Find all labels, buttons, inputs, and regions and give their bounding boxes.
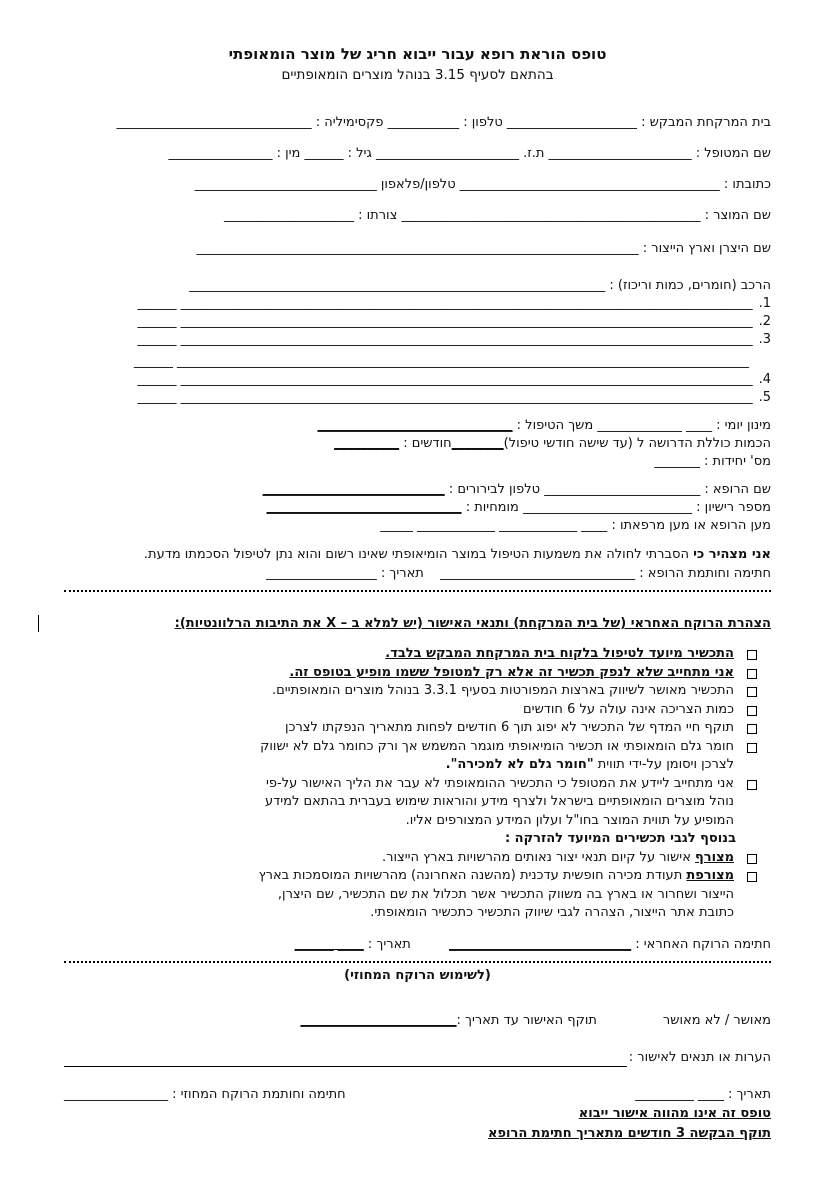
injection-subheading: בנוסף לגבי תכשירים המיועד להזרקה : (504, 831, 736, 846)
patient-name-label: שם המטופל : (695, 146, 771, 161)
patient-id-label: ת.ז. (523, 146, 545, 161)
treatment-duration-label: משך הטיפול : (516, 418, 594, 433)
product-form-label: צורתו : (358, 208, 398, 223)
composition-number: 5. (758, 390, 771, 405)
patient-id-blank[interactable]: ______________________ (375, 146, 519, 161)
manufacturer-line (64, 239, 771, 258)
checklist-item (64, 849, 771, 868)
product-name-blank[interactable]: ______________________________________________ (401, 208, 701, 223)
patient-age-label: גיל : (347, 146, 372, 161)
checklist-item-text: אני מתחייב שלא לנפק תכשיר זה אלא רק למטופל ששמו מופיע בטופס זה. (289, 664, 734, 680)
doctor-phone-label: טלפון לבירורים : (448, 482, 541, 497)
revision-bar (38, 615, 39, 632)
units-line (64, 453, 771, 471)
pharmacist-section-heading (64, 614, 771, 633)
patient-age-blank[interactable]: ______ (304, 146, 344, 161)
pharmacy-line (64, 113, 771, 132)
composition-row-extra (64, 353, 771, 371)
checklist-item (64, 682, 771, 701)
checkbox-icon[interactable] (747, 872, 757, 882)
composition-number: 2. (758, 314, 771, 329)
composition-row-blank[interactable]: ________________________________________________________________________________________ ______ (137, 296, 753, 311)
district-date-label: תאריך : (728, 1086, 771, 1102)
months-blank[interactable]: __________ (334, 436, 400, 451)
pharmacy-label: בית המרקחת המבקש : (641, 115, 771, 130)
checkbox-icon[interactable] (747, 669, 757, 679)
doctor-declaration (64, 545, 771, 564)
checklist-item (64, 645, 771, 664)
patient-line (64, 144, 771, 163)
district-signature-label: חתימה וחותמת הרוקח המחוזי : (172, 1086, 346, 1102)
checklist-item-text-pre: חומר גלם הומאופתי או תכשיר הומיאופתי מוגמר המשמש אך ורק כחומר גלם לא ישווק לצרכן ויסומן על-ידי תווית (260, 738, 734, 772)
checklist-item-text (256, 738, 734, 775)
doctor-specialty-blank[interactable]: ______________________________ (266, 500, 462, 515)
months-label: חודשים : (403, 436, 452, 451)
checklist-item-text-bold: מצורפת (686, 868, 734, 883)
doctor-signature-line (64, 564, 771, 583)
district-section-heading: (לשימוש הרוקח המחוזי) (344, 967, 491, 983)
checkbox-icon[interactable] (747, 854, 757, 864)
total-quantity-label: הכמות כוללת הדרושה ל (עד שישה חודשי טיפול) (503, 436, 771, 451)
checklist-item-text-rest: אישור על קיום תנאי יצור נאותים מהרשויות בארץ הייצור. (381, 849, 696, 865)
checkbox-icon[interactable] (747, 743, 757, 753)
doctor-address-line (64, 517, 771, 535)
checkbox-icon[interactable] (747, 724, 757, 734)
checklist-item-text-bold: "חומר גלם לא למכירה". (445, 757, 594, 772)
checklist-item (64, 738, 771, 775)
composition-row-blank[interactable]: ________________________________________________________________________________________ ______ (137, 332, 753, 347)
product-line (64, 206, 771, 225)
doctor-address-blank[interactable]: ____ ____________ ____________ _____ (380, 518, 608, 533)
district-date-blank[interactable]: ____ _________ (635, 1086, 724, 1102)
notes-line (64, 1048, 771, 1067)
composition-row-blank[interactable]: ________________________________________________________________________________________ ______ (137, 372, 753, 387)
doctor-address-label: מען הרופא או מען מרפאתו : (611, 518, 771, 533)
patient-address-line (64, 175, 771, 194)
doctor-name-label: שם הרופא : (704, 482, 771, 497)
composition-number: 3. (758, 332, 771, 347)
checklist-item-text (256, 867, 734, 923)
checkbox-icon[interactable] (747, 706, 757, 716)
doctor-license-label: מספר רישיון : (696, 500, 771, 515)
composition-label-line (64, 276, 771, 295)
checklist-item (64, 664, 771, 683)
doctor-name-line (64, 481, 771, 499)
doctor-license-line (64, 499, 771, 517)
units-blank[interactable]: _______ (654, 454, 700, 469)
doctor-specialty-label: מומחיות : (465, 500, 519, 515)
pharmacist-date-blank[interactable]: ____ ______ (294, 936, 364, 952)
composition-label: הרכב (חומרים, כמות וריכוז) : (609, 278, 771, 293)
declaration-text: הסברתי לחולה את משמעות הטיפול במוצר הומיאופתי שאינו רשום והוא נתן לטיפול הסכמתו מדעת. (143, 547, 694, 562)
approved-label[interactable]: מאושר / לא מאושר (662, 1012, 771, 1028)
daily-dose-blank[interactable]: ____ _____________ (597, 418, 712, 433)
checklist-item-text: תוקף חיי המדף של התכשיר לא יפוג תוך 6 חודשים לפחות מתאריך הנפקתו לצרכן (285, 720, 734, 735)
composition-row-4 (64, 371, 771, 389)
patient-gender-blank[interactable]: ________________ (168, 146, 273, 161)
doctor-date-label: תאריך : (380, 566, 424, 581)
composition-row-blank[interactable]: ________________________________________________________________________________________ ______ (133, 354, 749, 369)
checklist-item (64, 719, 771, 738)
checkbox-icon[interactable] (747, 780, 757, 790)
patient-gender-label: מין : (276, 146, 301, 161)
validity-blank[interactable]: ________________________ (300, 1012, 457, 1028)
checklist-item-text-rest: תעודת מכירה חופשית עדכנית (מהשנה האחרונה) מהרשויות המוסמכות בארץ הייצור ושחרור או בארץ בה משווק התכשיר אשר תכלול את שם התכשיר, שם היצרן, כתובת אתר הייצור, הצהרה לגבי שיווק התכשיר כתכשיר הומאופתי. (258, 868, 734, 920)
patient-phone-label: טלפון/פלאפון (380, 177, 456, 192)
district-date (635, 1085, 771, 1104)
pharmacist-date-label: תאריך : (367, 936, 411, 952)
form-subtitle: בהתאם לסעיף 3.15 בנוהל מוצרים הומאופתיים (281, 67, 554, 83)
declaration-bold: אני מצהיר כי (693, 547, 771, 562)
checkbox-icon[interactable] (747, 687, 757, 697)
patient-phone-blank[interactable]: ____________________________ (194, 177, 377, 192)
checklist-item (64, 701, 771, 720)
checklist-item-text (382, 849, 734, 868)
composition-blank[interactable]: ________________________________________________________________ (189, 278, 606, 293)
composition-row-5 (64, 389, 771, 407)
doctor-signature-blank[interactable]: ______________________________ (440, 566, 636, 581)
district-date-line (64, 1085, 771, 1104)
patient-name-blank[interactable]: ______________________ (548, 146, 692, 161)
pharmacist-signature-label: חתימה הרוקח האחראי : (635, 936, 771, 952)
notes-blank[interactable] (64, 1051, 627, 1067)
checklist-item-text: התכשיר מאושר לשיווק בארצות המפורטות בסעיף 3.3.1 בנוהל מוצרים הומאופתיים. (272, 683, 734, 698)
pharmacy-phone-blank[interactable]: ___________ (387, 115, 460, 130)
composition-number: 1. (758, 296, 771, 311)
patient-address-blank[interactable]: ________________________________________ (459, 177, 720, 192)
manufacturer-label: שם היצרן וארץ הייצור : (642, 241, 771, 256)
daily-dose-label: מינון יומי : (716, 418, 771, 433)
total-quantity-blank[interactable]: ________ (451, 436, 504, 451)
fax-label: פקסימיליה : (315, 115, 384, 130)
composition-number: 4. (758, 372, 771, 387)
checklist-item-text: כמות הצריכה אינה עולה על 6 חודשים (523, 701, 734, 717)
doctor-license-blank[interactable]: __________________________ (523, 500, 693, 515)
doctor-date-blank[interactable]: _________________ (266, 566, 377, 581)
composition-row-blank[interactable]: ________________________________________________________________________________________ ______ (137, 390, 753, 405)
district-signature (64, 1085, 346, 1104)
checklist-item-text: אני מתחייב ליידע את המטופל כי התכשיר ההומאופתי לא עבר את הליך האישור על-פי נוהל מוצרים הומאופתיים בישראל ולצרף מידע והוראות שימוש בעברית בהתאם למידע המופיע על תווית המוצר בחו"ל ועלון המידע המצורפים אליו. (264, 775, 734, 828)
pharmacy-blank[interactable]: ____________________ (506, 115, 637, 130)
total-quantity-line (64, 435, 771, 453)
composition-row-2 (64, 313, 771, 331)
form-title: טופס הוראת רופא עבור ייבוא חריג של מוצר הומאופתי (228, 45, 607, 63)
district-signature-blank[interactable]: ________________ (64, 1086, 168, 1102)
patient-address-label: כתובתו : (723, 177, 771, 192)
approval-line (64, 1011, 771, 1030)
doctor-signature-label: חתימה וחותמת הרופא : (639, 566, 771, 581)
doctor-name-blank[interactable]: ________________________ (544, 482, 701, 497)
pharmacist-checklist (64, 645, 771, 923)
product-form-blank[interactable]: ____________________ (223, 208, 354, 223)
composition-row-1 (64, 295, 771, 313)
composition-row-blank[interactable]: ________________________________________________________________________________________ ______ (137, 314, 753, 329)
checklist-item-text-bold: מצורף (695, 849, 734, 865)
treatment-duration-blank[interactable]: ______________________________ (317, 418, 513, 433)
validity-label: תוקף האישור עד תאריך : (456, 1012, 597, 1028)
checklist-item (64, 775, 771, 831)
pharmacist-signature-blank[interactable]: ____________________________ (449, 936, 632, 952)
checklist-item (64, 867, 771, 923)
dotted-separator (64, 960, 771, 963)
manufacturer-blank[interactable]: ____________________________________________________________________ (196, 241, 639, 256)
fax-blank[interactable]: ______________________________ (116, 115, 312, 130)
final-note-1: טופס זה אינו מהווה אישור ייבוא (578, 1105, 771, 1121)
pharmacist-signature-line (64, 935, 771, 954)
checkbox-icon[interactable] (747, 650, 757, 660)
pharmacist-heading-text: הצהרת הרוקח האחראי (של בית המרקחת) ותנאי האישור (יש למלא ב – X את התיבות הרלוונטיות): (174, 616, 771, 631)
daily-dose-line (64, 417, 771, 435)
composition-row-3 (64, 331, 771, 349)
units-label: מס' יחידות : (704, 454, 771, 469)
dotted-separator (64, 589, 771, 592)
final-note-2: תוקף הבקשה 3 חודשים מתאריך חתימת הרופא (488, 1125, 771, 1141)
doctor-phone-blank[interactable]: ____________________________ (262, 482, 445, 497)
notes-label: הערות או תנאים לאישור : (628, 1049, 771, 1065)
checklist-item-text: התכשיר מיועד לטיפול בלקוח בית המרקחת המבקש בלבד. (385, 646, 734, 661)
pharmacy-phone-label: טלפון : (463, 115, 503, 130)
product-name-label: שם המוצר : (704, 208, 771, 223)
